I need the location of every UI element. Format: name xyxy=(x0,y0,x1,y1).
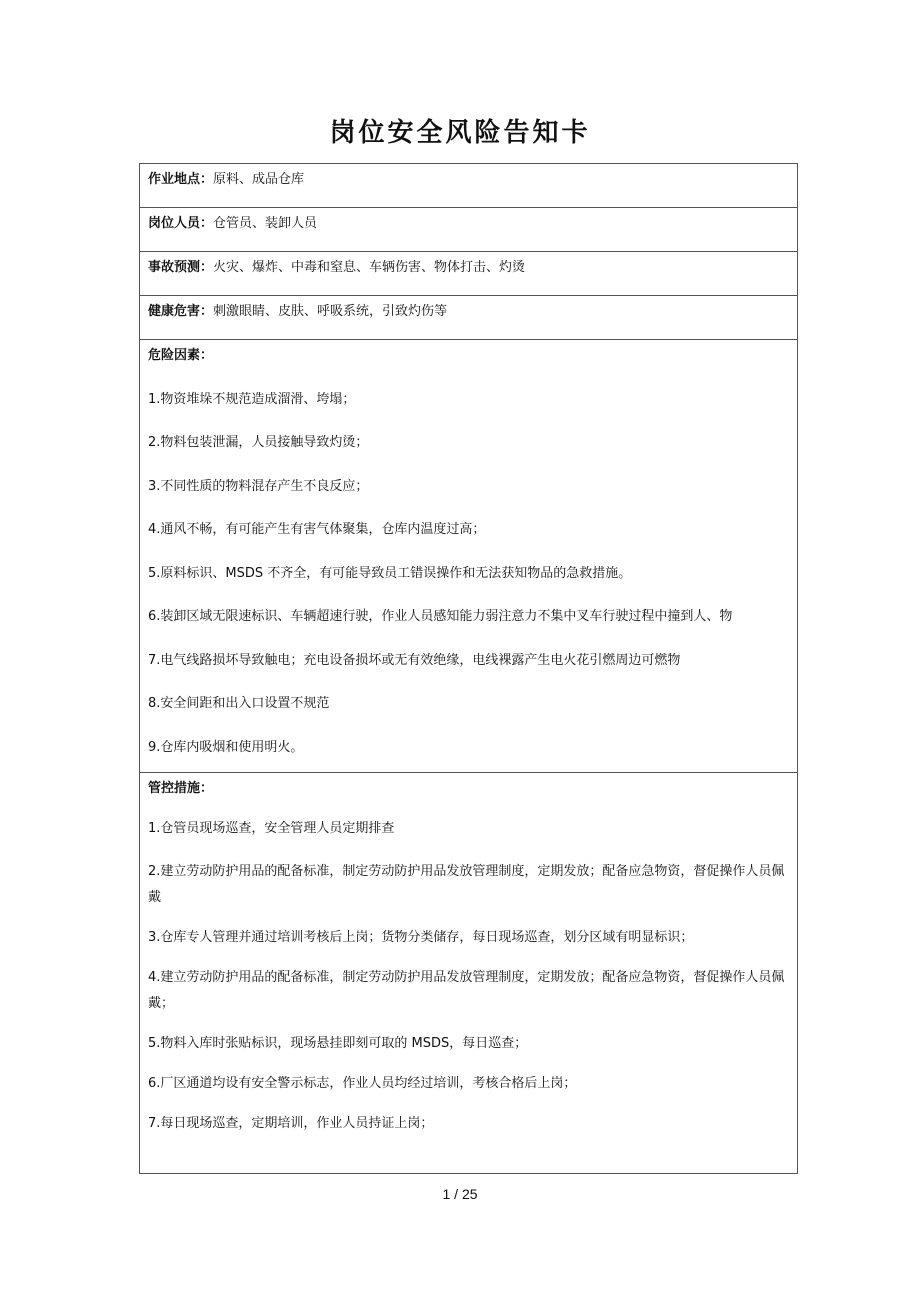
hazard-item: 4.通风不畅，有可能产生有害气体聚集，仓库内温度过高； xyxy=(148,522,486,537)
personnel-value: 仓管员、装卸人员 xyxy=(213,216,318,231)
hazard-item: 7.电气线路损坏导致触电；充电设备损坏或无有效绝缘，电线裸露产生电火花引燃周边可燃物 xyxy=(148,652,681,668)
page-number: 1 / 25 xyxy=(442,1186,478,1202)
hazard-item: 2.物料包装泄漏，人员接触导致灼烫； xyxy=(148,435,369,450)
control-item: 4.建立劳动防护用品的配备标准，制定劳动防护用品发放管理制度，定期发放；配备应急物资，督促操作人员佩戴； xyxy=(148,970,785,1011)
location-label: 作业地点： xyxy=(148,172,214,187)
hazard-item: 8.安全间距和出入口设置不规范 xyxy=(148,696,330,711)
health-label: 健康危害： xyxy=(148,304,214,319)
hazards-label: 危险因素： xyxy=(148,348,214,363)
accidents-label: 事故预测： xyxy=(148,260,214,275)
controls-label: 管控措施： xyxy=(148,781,214,796)
hazard-item: 5.原料标识、MSDS 不齐全，有可能导致员工错误操作和无法获知物品的急救措施。 xyxy=(148,565,632,581)
controls-section xyxy=(140,773,797,1173)
control-item: 3.仓库专人管理并通过培训考核后上岗；货物分类储存，每日现场巡查，划分区域有明显标识； xyxy=(148,930,694,945)
location-value: 原料、成品仓库 xyxy=(213,172,305,187)
hazard-item: 3.不同性质的物料混存产生不良反应； xyxy=(148,478,369,494)
control-item: 1.仓管员现场巡查，安全管理人员定期排查 xyxy=(148,821,395,836)
health-value: 刺激眼睛、皮肤、呼吸系统，引致灼伤等 xyxy=(213,304,448,319)
hazard-item: 9.仓库内吸烟和使用明火。 xyxy=(148,739,304,755)
control-item: 6.厂区通道均设有安全警示标志，作业人员均经过培训，考核合格后上岗； xyxy=(148,1076,577,1091)
risk-notice-card xyxy=(139,163,798,1174)
page-title: 岗位安全风险告知卡 xyxy=(329,118,591,148)
control-item: 7.每日现场巡查，定期培训，作业人员持证上岗； xyxy=(148,1116,434,1131)
personnel-label: 岗位人员： xyxy=(148,216,214,231)
location-row xyxy=(140,164,797,208)
control-item: 5.物料入库时张贴标识，现场悬挂即刻可取的 MSDS，每日巡查； xyxy=(148,1036,528,1051)
hazards-section xyxy=(140,340,797,773)
control-item: 2.建立劳动防护用品的配备标准，制定劳动防护用品发放管理制度，定期发放；配备应急物资，督促操作人员佩戴 xyxy=(148,864,785,905)
hazard-item: 6.装卸区域无限速标识、车辆超速行驶，作业人员感知能力弱注意力不集中叉车行驶过程中撞到人、物 xyxy=(148,609,733,624)
hazard-item: 1.物资堆垛不规范造成溜滑、垮塌； xyxy=(148,391,356,407)
accidents-value: 火灾、爆炸、中毒和窒息、车辆伤害、物体打击、灼烫 xyxy=(213,260,526,275)
accidents-row xyxy=(140,252,797,296)
health-row xyxy=(140,296,797,340)
personnel-row xyxy=(140,208,797,252)
